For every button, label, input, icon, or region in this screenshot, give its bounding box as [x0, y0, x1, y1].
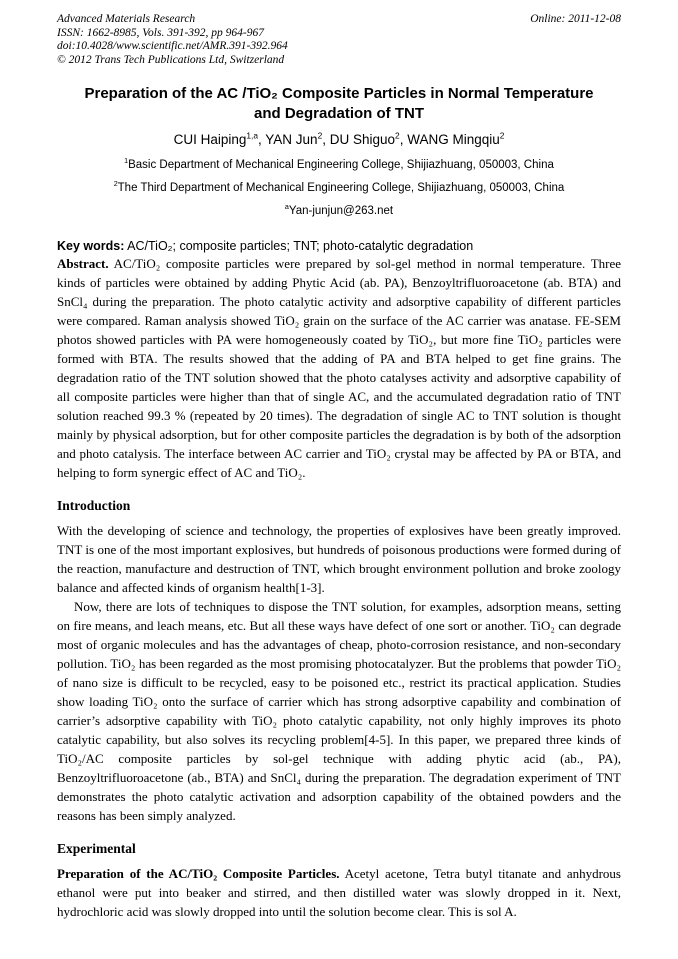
- affiliation-2: [57, 181, 621, 195]
- affiliation-2-sup: 2: [113, 180, 118, 189]
- introduction-paragraph-1: With the developing of science and technology, the properties of explosives have been greatly improved. TNT is one of the most important explosives, but hundreds of poisonous productions were formed during of the reaction, manufacture and destruction of TNT, which brought environment pollution and broke zoology balance and affected kinds of organism health[1-3].: [57, 523, 621, 595]
- copyright-line: © 2012 Trans Tech Publications Ltd, Switzerland: [57, 53, 285, 66]
- author-separator: ,: [322, 132, 330, 147]
- experimental-paragraph: [57, 864, 621, 921]
- author-sup: 1,a: [246, 130, 259, 141]
- abstract-label: Abstract.: [57, 256, 109, 271]
- journal-header-left: [57, 13, 288, 67]
- author-sup: 2: [499, 130, 505, 141]
- keywords-text: AC/TiO₂; composite particles; TNT; photo-catalytic degradation: [124, 239, 474, 253]
- online-date: Online: 2011-12-08: [530, 13, 621, 25]
- authors-line: [57, 131, 621, 149]
- email-line: [57, 204, 621, 218]
- affiliation-1-text: Basic Department of Mechanical Engineering College, Shijiazhuang, 050003, China: [128, 159, 554, 171]
- section-heading-introduction: Introduction: [57, 498, 131, 513]
- author-name: WANG Mingqiu: [407, 132, 500, 147]
- author-separator: ,: [399, 132, 408, 147]
- author-sup: 2: [317, 130, 323, 141]
- abstract-paragraph: [57, 254, 621, 482]
- introduction-paragraph-2: Now, there are lots of techniques to dispose the TNT solution, for examples, adsorption means, setting on fire means, and leach means, etc. But all these ways have defect of one sort or another. TiO₂ can degrade most of organic molecules and has the advantages of cheap, photo-corrosion resistance, and non-secondary pollution. TiO₂ has been regarded as the most promising photocatalyzer. But the problems that powder TiO₂ of nano size is difficult to be recycled, easy to be poisoned etc., restrict its practical application. Studies show loading TiO₂ onto the surface of carrier which has strong adsorptive capability and combination of carrier’s adsorptive capability with TiO₂ photo catalytic capability, not only highly improves its photo catalytic capability, but also solves its recycling problem[4-5]. In this paper, we prepared three kinds of TiO₂/AC composite particles by sol-gel technique with adding phytic acid (ab., PA), Benzoyltrifluoroacetone (ab., BTA) and SnCl₄ during the preparation. The degradation experiment of TNT demonstrates the photo catalytic activation and adsorption capability of the obtained powders and the reasons has been simply analyzed.: [57, 599, 621, 823]
- email-sup: a: [284, 203, 289, 212]
- author-name: CUI Haiping: [173, 132, 247, 147]
- email-text: Yan-junjun@263.net: [288, 205, 394, 217]
- paper-title: [49, 84, 629, 124]
- author-name: YAN Jun: [265, 132, 318, 147]
- experimental-lead: Preparation of the AC/TiO₂ Composite Particles.: [57, 866, 340, 881]
- experimental-text: Acetyl acetone, Tetra butyl titanate and anhydrous ethanol were put into beaker and stirred, and then distilled water was slowly dropped in it. Next, hydrochloric acid was slowly dropped into until the solution become clear. This is sol A.: [57, 866, 621, 919]
- keywords-label: Key words:: [57, 239, 125, 253]
- affiliation-1: [57, 158, 621, 172]
- affiliation-1-sup: 1: [124, 157, 129, 166]
- section-heading-experimental: Experimental: [57, 841, 136, 856]
- author-sup: 2: [395, 130, 400, 141]
- author-separator: ,: [258, 132, 266, 147]
- paper-title-line1: Preparation of the AC /TiO₂ Composite Particles in Normal Temperature: [84, 85, 594, 102]
- affiliation-2-text: The Third Department of Mechanical Engineering College, Shijiazhuang, 050003, China: [117, 182, 565, 194]
- journal-header: [57, 13, 621, 67]
- paper-title-line2: and Degradation of TNT: [254, 105, 424, 122]
- doi-line: doi:10.4028/www.scientific.net/AMR.391-392.964: [57, 40, 288, 52]
- author-name: DU Shiguo: [329, 132, 396, 147]
- issn-line: ISSN: 1662-8985, Vols. 391-392, pp 964-967: [57, 26, 264, 39]
- keywords-line: [57, 238, 621, 254]
- abstract-text: AC/TiO₂ composite particles were prepared by sol-gel method in normal temperature. Three kinds of particles were obtained by adding Phytic Acid (ab. PA), Benzoyltrifluoroacetone (ab. BTA) and SnCl₄ during the preparation. The photo catalytic activity and adsorptive capability of different particles were compared. Raman analysis showed TiO₂ grain on the surface of the AC carrier was anatase. FE-SEM photos showed particles with PA were homogeneously coated by TiO₂, but more fine TiO₂ particles were formed with BTA. The results showed that the adding of PA and BTA helped to get fine grains. The degradation ratio of the TNT solution showed that the photo catalyses activity and adsorptive capability of all composite particles were higher than that of single AC, and the accumulated degradation ratio of TNT solution reached 99.3 % (repeated by 20 times). The degradation of single AC to TNT solution is thought mainly by physical adsorption, but for other composite particles the degradation is by both of the adsorption and photo catalysis. The interface between AC carrier and TiO₂ crystal may be affected by PA or BTA, and helping to form synergic effect of AC and TiO₂.: [57, 256, 621, 480]
- journal-title: Advanced Materials Research: [57, 13, 196, 25]
